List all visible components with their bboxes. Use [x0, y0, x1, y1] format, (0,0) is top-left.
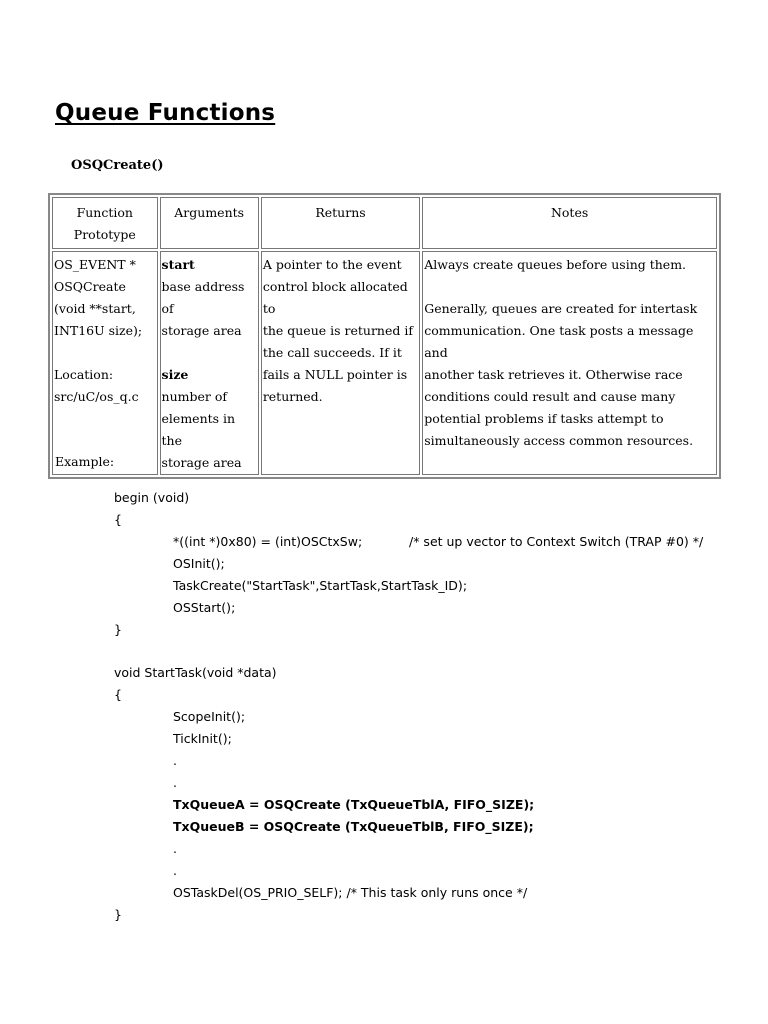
example-label: Example: [55, 454, 115, 469]
code-line-highlight: TxQueueB = OSQCreate (TxQueueTblB, FIFO_SIZE); [173, 819, 534, 834]
header-arguments: Arguments [160, 197, 259, 249]
notes-line: potential problems if tasks attempt to [424, 411, 664, 426]
notes-line: simultaneously access common resources. [424, 433, 694, 448]
header-function-label: Function [76, 205, 133, 220]
code-line: . [173, 863, 177, 878]
prototype-line: (void **start, [54, 301, 136, 316]
prototype-cell [52, 251, 158, 475]
notes-line: another task retrieves it. Otherwise race [424, 367, 683, 382]
arg-desc-line: elements in the [161, 411, 236, 448]
arguments-cell [160, 251, 259, 475]
code-line: } [114, 907, 122, 922]
code-line: TaskCreate("StartTask",StartTask,StartTask_ID); [173, 578, 468, 593]
code-line: { [114, 512, 122, 527]
returns-line: A pointer to the event [262, 257, 402, 272]
header-prototype-label: Prototype [73, 227, 136, 242]
code-comment: /* set up vector to Context Switch (TRAP #0) */ [409, 534, 704, 549]
arg-desc-line: storage area [161, 323, 242, 338]
prototype-line: INT16U size); [54, 323, 143, 338]
code-line: . [173, 753, 177, 768]
table-header-row [52, 197, 717, 249]
notes-line: Generally, queues are created for intertask [424, 301, 698, 316]
returns-line: returned. [262, 389, 323, 404]
code-line: OSInit(); [173, 556, 225, 571]
function-heading: OSQCreate() [71, 158, 164, 173]
code-line: OSStart(); [173, 600, 236, 615]
code-line: . [173, 841, 177, 856]
code-line: . [173, 775, 177, 790]
code-line: void StartTask(void *data) [114, 665, 277, 680]
notes-cell [422, 251, 717, 475]
function-table [48, 193, 721, 479]
code-line: begin (void) [114, 490, 190, 505]
code-line: } [114, 622, 122, 637]
returns-line: the call succeeds. If it [262, 345, 402, 360]
header-function-prototype [52, 197, 158, 249]
arg-desc-line: storage area [161, 455, 242, 470]
code-line: *((int *)0x80) = (int)OSCtxSw; [173, 534, 363, 549]
code-line: ScopeInit(); [173, 709, 246, 724]
returns-line: fails a NULL pointer is [262, 367, 408, 382]
location-label: Location: [54, 367, 114, 382]
header-returns: Returns [261, 197, 420, 249]
arg-name-size: size [161, 367, 189, 382]
code-line: TickInit(); [173, 731, 232, 746]
returns-cell [261, 251, 420, 475]
prototype-line: OS_EVENT * [54, 257, 136, 272]
table-row [52, 251, 717, 475]
code-line-highlight: TxQueueA = OSQCreate (TxQueueTblA, FIFO_SIZE); [173, 797, 535, 812]
location-path: src/uC/os_q.c [54, 389, 139, 404]
arg-name-start: start [161, 257, 195, 272]
notes-line: conditions could result and cause many [424, 389, 676, 404]
code-line: { [114, 687, 122, 702]
notes-paragraph-1: Always create queues before using them. [424, 257, 687, 272]
arg-desc-line: base address of [161, 279, 245, 316]
arg-desc-line: number of [161, 389, 227, 404]
notes-line: communication. One task posts a message and [424, 323, 694, 360]
page-title: Queue Functions [55, 100, 276, 126]
returns-line: the queue is returned if [262, 323, 413, 338]
header-notes: Notes [422, 197, 717, 249]
prototype-line: OSQCreate [54, 279, 126, 294]
code-line: OSTaskDel(OS_PRIO_SELF); /* This task only runs once */ [173, 885, 528, 900]
returns-line: control block allocated to [262, 279, 408, 316]
